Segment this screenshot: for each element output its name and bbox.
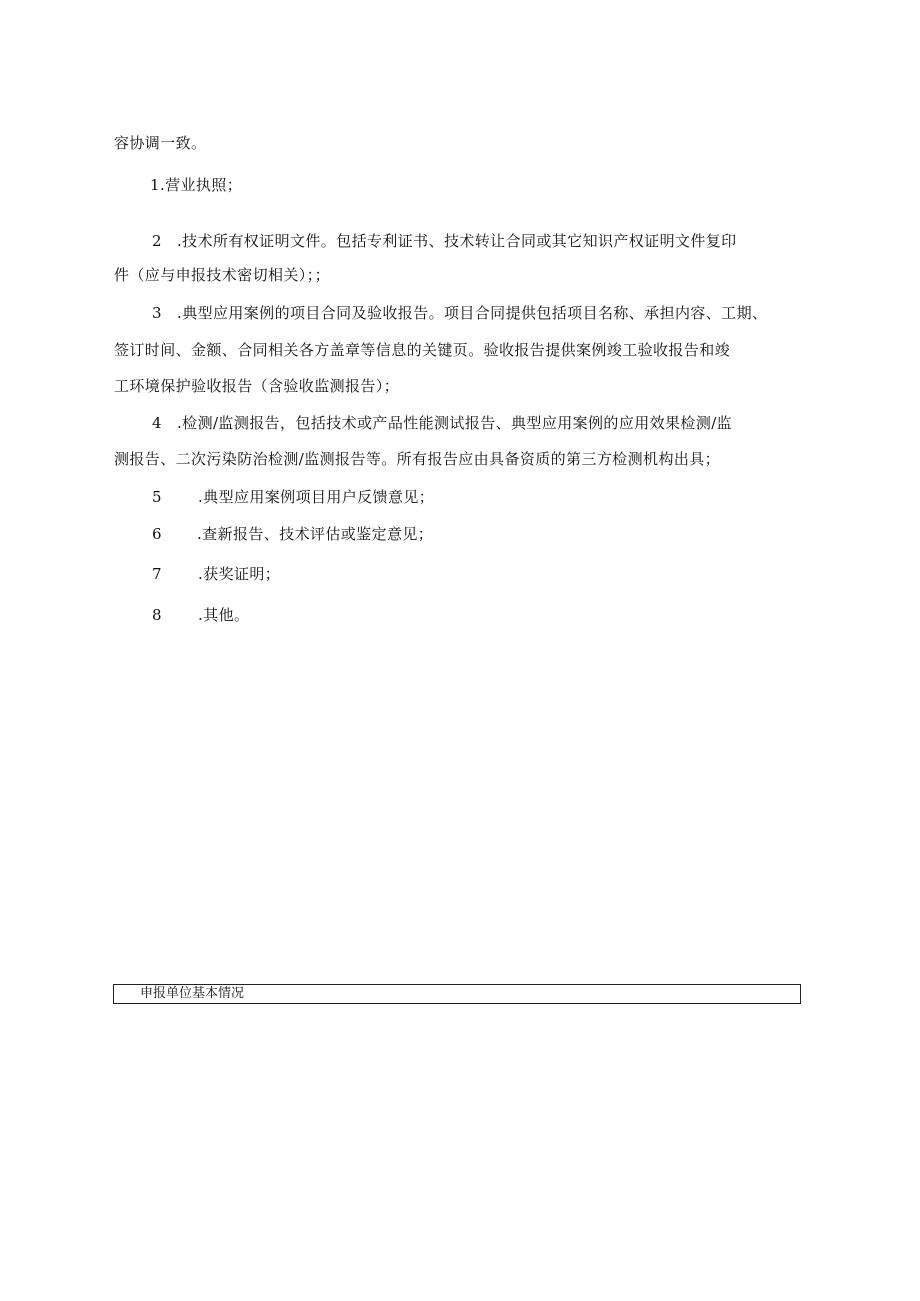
item-number: 2: [152, 232, 162, 250]
list-item-2-cont: [114, 265, 330, 285]
item-number: 1.: [150, 176, 166, 194]
list-item-6: [152, 524, 433, 544]
list-item-3: [152, 303, 767, 323]
table-header-row: [113, 984, 801, 1004]
item-text: .典型应用案例项目用户反馈意见；: [198, 488, 435, 506]
item-text: 工环境保护验收报告（含验收监测报告）；: [114, 377, 400, 395]
paragraph-continuation: [114, 133, 206, 153]
item-text: .其他。: [198, 606, 250, 624]
item-number: 3: [152, 304, 162, 322]
item-text: 件（应与申报技术密切相关）；；: [114, 266, 331, 284]
item-text: 营业执照；: [165, 176, 243, 194]
item-text: .查新报告、技术评估或鉴定意见；: [197, 525, 434, 543]
item-text: .获奖证明；: [198, 565, 281, 583]
item-number: 4: [152, 414, 162, 432]
item-text: 测报告、二次污染防治检测/监测报告等。所有报告应由具备资质的第三方检测机构出具；: [114, 450, 721, 468]
item-number: 6: [152, 525, 162, 543]
list-item-4: [152, 413, 732, 433]
list-item-7: [152, 564, 280, 584]
item-number: 7: [152, 565, 162, 583]
list-item-4-cont: [114, 449, 720, 469]
item-text: .检测/监测报告，包括技术或产品性能测试报告、典型应用案例的应用效果检测/监: [177, 414, 733, 432]
list-item-8: [152, 605, 249, 625]
list-item-1: [150, 175, 242, 195]
list-item-3-cont-1: [114, 340, 730, 360]
list-item-2: [152, 231, 737, 251]
list-item-5: [152, 487, 434, 507]
item-number: 5: [152, 488, 162, 506]
list-item-3-cont-2: [114, 376, 399, 396]
continuation-text: 容协调一致。: [114, 134, 207, 152]
item-text: .典型应用案例的项目合同及验收报告。项目合同提供包括项目名称、承担内容、工期、: [177, 304, 768, 322]
item-number: 8: [152, 606, 162, 624]
item-text: 签订时间、金额、合同相关各方盖章等信息的关键页。验收报告提供案例竣工验收报告和竣: [114, 341, 731, 359]
item-text: .技术所有权证明文件。包括专利证书、技术转让合同或其它知识产权证明文件复印: [177, 232, 737, 250]
table-header-label: 申报单位基本情况: [140, 986, 245, 1001]
